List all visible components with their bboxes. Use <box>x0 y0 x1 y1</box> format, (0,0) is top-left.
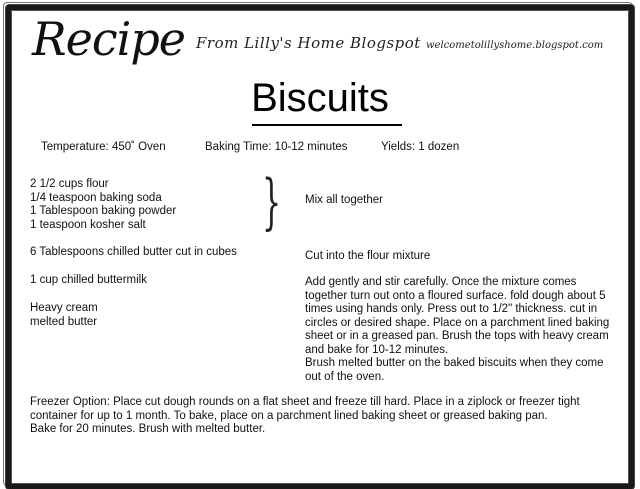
freezer-line: Freezer Option: Place cut dough rounds on a flat sheet and freeze till hard. Place in a ziplock or freezer tight <box>30 396 580 408</box>
ingredient-item: 1 teaspoon kosher salt <box>30 218 146 231</box>
temperature: Temperature: 450˚ Oven <box>41 141 166 153</box>
instruction-line: times using hands only. Press out to 1/2" thickness. cut in <box>305 303 598 315</box>
yields: Yields: 1 dozen <box>381 141 460 153</box>
instruction-line: out of the oven. <box>305 370 385 383</box>
freezer-line: Bake for 20 minutes. Brush with melted butter. <box>30 423 266 435</box>
title-underline <box>252 124 402 126</box>
baking-time: Baking Time: 10-12 minutes <box>205 141 348 153</box>
recipe-title: Biscuits <box>251 76 389 120</box>
instruction-line: Add gently and stir carefully. Once the mixture comes <box>305 276 577 288</box>
brace-icon: } <box>262 167 282 237</box>
step-cut: Cut into the flour mixture <box>305 250 431 262</box>
ingredient-buttermilk: 1 cup chilled buttermilk <box>30 274 147 286</box>
freezer-option <box>30 396 580 437</box>
ingredient-item: melted butter <box>30 315 98 328</box>
step-instructions <box>305 276 609 384</box>
brand-name: From Lilly's Home Blogspot <box>196 34 421 52</box>
ingredient-list-finish <box>30 302 98 329</box>
ingredient-list-dry <box>30 178 176 232</box>
instruction-line: sheet or in a greased pan. Brush the tops with heavy cream <box>305 330 609 342</box>
instruction-line: together turn out onto a floured surface. fold dough about 5 <box>305 289 606 302</box>
instruction-line: and bake for 10-12 minutes. <box>305 343 449 356</box>
ingredient-butter: 6 Tablespoons chilled butter cut in cubes <box>30 246 237 258</box>
ingredient-item: 1/4 teaspoon baking soda <box>30 191 162 204</box>
instruction-line: circles or desired shape. Place on a parchment lined baking <box>305 316 610 329</box>
ingredient-item: Heavy cream <box>30 302 98 314</box>
ingredient-item: 1 Tablespoon baking powder <box>30 205 177 217</box>
ingredient-item: 2 1/2 cups flour <box>30 178 109 190</box>
recipe-heading-script: Recipe <box>32 12 186 66</box>
step-mix: Mix all together <box>305 194 383 206</box>
blog-url: welcometolillyshome.blogspot.com <box>426 40 604 51</box>
instruction-line: Brush melted butter on the baked biscuits when they come <box>305 357 604 369</box>
freezer-line: container for up to 1 month. To bake, place on a parchment lined baking sheet or greased baking pan. <box>30 409 548 422</box>
